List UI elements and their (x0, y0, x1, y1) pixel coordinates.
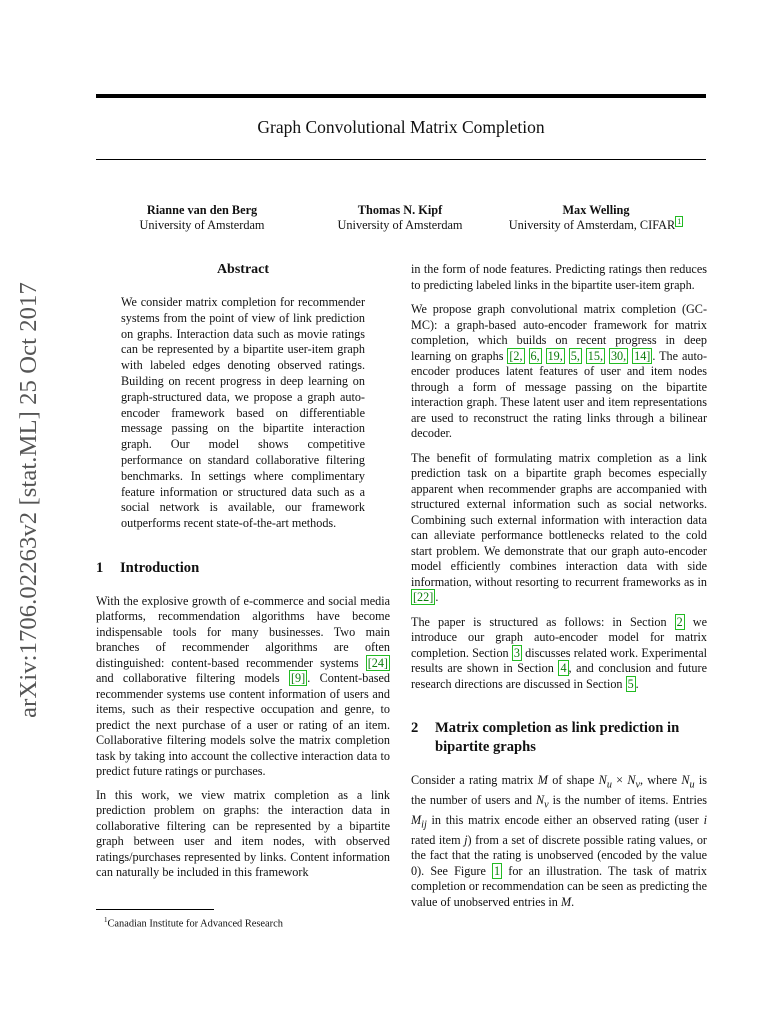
intro-paragraph-3: We propose graph convolutional matrix completion (GC-MC): a graph-based auto-encoder framework for matrix completion, which builds on recent progress in deep learning on graphs [2, 6, 19, 5, 15, 30, 14] . The auto-encoder produces latent features of user and item nodes through a form of message passing on the bipartite interaction graph. These latent user and item representations are used to reconstruct the rating links through a bilinear decoder. (411, 302, 707, 440)
title-top-rule (96, 94, 706, 98)
author-name: Thomas N. Kipf (357, 203, 443, 217)
section-link[interactable]: 2 (676, 614, 683, 629)
section-heading-matrix-completion: 2 Matrix completion as link prediction in bipartite graphs (411, 720, 680, 755)
author-name: Rianne van den Berg (146, 203, 258, 217)
intro-paragraph-1: With the explosive growth of e-commerce and social media platforms, recommendation algorithms have become indispensable tools for many businesses. Two main branches of recommender algorithms are often distinguished: content-based recommender systems [24] and collaborative filtering models [9] . Content-based recommender systems use content information of users and items, such as their respective occupation and genre, to predict the next purchase of a user or rating of an item. Collaborative filtering models solve the matrix completion task by taking into account the collective interaction data to predict future ratings or purchases. (96, 593, 390, 779)
author-name: Max Welling (562, 203, 630, 217)
abstract-heading: Abstract (216, 262, 270, 277)
intro-paragraph-2: In this work, we view matrix completion as a link prediction problem on graphs: the interaction data in collaborative filtering can be represented by a bipartite graph between user and item nodes, with observed ratings/purchases represented by links. Content information can naturally be included in this framework (96, 787, 390, 880)
author-affiliation: University of Amsterdam (337, 218, 463, 232)
intro-paragraph-2-continued: in the form of node features. Predicting ratings then reduces to predicting labeled links in the bipartite user-item graph. (411, 262, 707, 292)
right-column (411, 262, 707, 910)
author-block-3 (496, 203, 696, 233)
author-block-2 (318, 203, 482, 233)
citation-link[interactable]: 15, (587, 348, 604, 363)
citation-link[interactable]: 14] (634, 348, 651, 363)
section-heading-introduction: 1 Introduction (96, 559, 200, 576)
footnote-link[interactable]: 1 (677, 217, 682, 226)
abstract-text: We consider matrix completion for recommender systems from the point of view of link prediction on graphs. Interaction data such as movie ratings can be represented by a bipartite user-item graph with labeled edges denoting observed ratings. Building on recent progress in deep learning on graph-structured data, we propose a graph auto-encoder framework based on differentiable message passing on the bipartite interaction graph. Our model shows competitive performance on standard collaborative filtering benchmarks. In settings where complimentary feature information or structured data such as a social network is available, our framework outperforms recent state-of-the-art methods. (121, 295, 365, 531)
figure-link[interactable]: 1 (494, 863, 501, 878)
citation-link[interactable]: [22] (413, 590, 434, 604)
citation-link[interactable]: 30, (610, 348, 627, 363)
citation-link[interactable]: 19, (547, 348, 563, 363)
citation-link[interactable]: [2, (509, 348, 523, 363)
author-affiliation: University of Amsterdam, CIFAR (508, 218, 676, 233)
author-block-1 (118, 203, 286, 233)
intro-paragraph-5: The paper is structured as follows: in Section 2 we introduce our graph auto-encoder model for matrix completion. Section 3 discusses related work. Experimental results are shown in Section 4 , and conclusion and future research directions are discussed in Section 5 . (411, 614, 708, 691)
section-link[interactable]: 3 (513, 645, 520, 660)
section-link[interactable]: 5 (627, 676, 634, 691)
left-column (96, 262, 390, 881)
paper-title: Graph Convolutional Matrix Completion (257, 117, 545, 137)
section-link[interactable]: 4 (560, 661, 567, 675)
citation-link[interactable]: [9] (291, 671, 306, 686)
intro-paragraph-4: The benefit of formulating matrix completion as a link prediction task on a bipartite graph becomes especially apparent when recommender graphs are accompanied with structured external information such as social networks. Combining such external information with interaction data can alleviate performance bottlenecks related to the cold start problem. We demonstrate that our graph auto-encoder model efficiently combines interaction data with side information, without resorting to recurrent frameworks as in [22] . (411, 450, 707, 604)
footnote: $^1$Canadian Institute for Advanced Research (104, 916, 283, 930)
citation-link[interactable]: [24] (367, 655, 388, 670)
section2-paragraph-1: Consider a rating matrix M of shape $N_u \times N_v$, where $N_u$ is the number of users and $N_v$ is the number of items. Entries $M_{ij}$ in this matrix encode either an observed rating (user i rated item j) from a set of discrete possible rating values, or the fact that the rating is unobserved (encoded by the value 0). See Figure 1 for an illustration. The task of matrix completion or recommendation can be seen as predicting the value of unobserved entries in M. (411, 773, 707, 909)
author-affiliation: University of Amsterdam (139, 218, 265, 232)
citation-link[interactable]: 6, (530, 348, 540, 363)
arxiv-identifier: arXiv:1706.02263v2 [stat.ML] 25 Oct 2017 (15, 282, 42, 718)
footnote-rule (96, 909, 214, 910)
citation-link[interactable]: 5, (570, 348, 580, 363)
title-bottom-rule (96, 159, 706, 160)
